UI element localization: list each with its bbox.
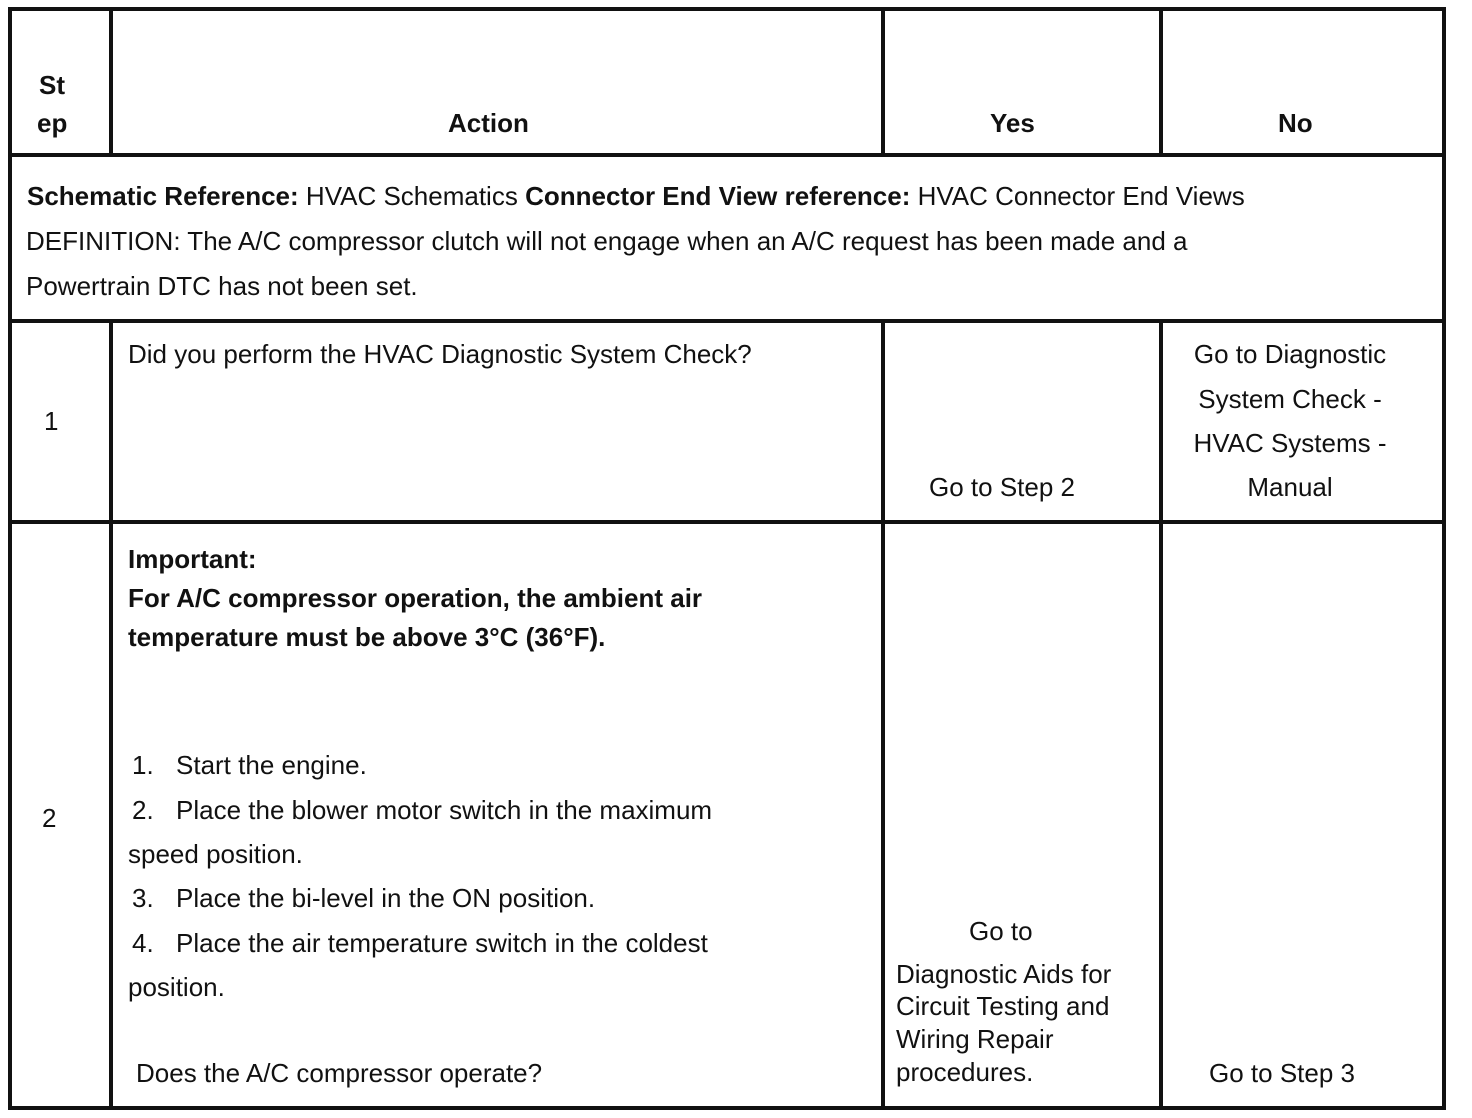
table-border-right xyxy=(1442,7,1446,1110)
row2-question: Does the A/C compressor operate? xyxy=(136,1058,543,1088)
row1-yes-link[interactable]: Go to Step 2 xyxy=(929,472,1075,502)
row1-no-line-3: HVAC Systems - xyxy=(1193,428,1387,458)
col-divider-yes-body xyxy=(1159,319,1163,1110)
procedure-step-4-number: 4. xyxy=(132,928,154,958)
col-divider-action-body xyxy=(881,319,885,1110)
schematic-reference-line xyxy=(27,183,1245,209)
header-yes: Yes xyxy=(990,108,1035,138)
table-border-top xyxy=(8,7,1446,11)
table-border-left xyxy=(8,7,12,1110)
row2-no-link[interactable]: Go to Step 3 xyxy=(1209,1058,1355,1088)
header-no: No xyxy=(1278,108,1313,138)
col-divider-yes xyxy=(1159,7,1163,157)
procedure-step-1-text: Start the engine. xyxy=(176,750,367,780)
important-line-1: For A/C compressor operation, the ambient air xyxy=(128,583,703,613)
row2-yes-line-3: Circuit Testing and xyxy=(896,991,1110,1021)
row2-yes-link[interactable] xyxy=(896,918,1156,1088)
procedure-step-1-number: 1. xyxy=(132,750,154,780)
header-bottom-rule xyxy=(8,153,1446,157)
connector-reference-link[interactable]: HVAC Connector End Views xyxy=(917,181,1245,211)
row1-bottom-rule xyxy=(8,520,1446,524)
row1-no-line-2: System Check - xyxy=(1198,384,1382,414)
procedure-step-2-number: 2. xyxy=(132,795,154,825)
row2-step-number: 2 xyxy=(42,803,57,833)
table-border-bottom xyxy=(8,1106,1446,1110)
row2-yes-line-4: Wiring Repair xyxy=(896,1024,1054,1054)
header-step-line1: St xyxy=(39,70,65,100)
row2-yes-line-5: procedures. xyxy=(896,1057,1034,1087)
col-divider-step-body xyxy=(109,319,113,1110)
procedure-step-2-text: Place the blower motor switch in the maximum xyxy=(176,795,713,825)
schematic-reference-link[interactable]: HVAC Schematics xyxy=(305,181,518,211)
definition-line-1: DEFINITION: The A/C compressor clutch will not engage when an A/C request has been made and a xyxy=(26,226,1188,256)
important-label: Important: xyxy=(128,544,257,574)
row1-step-number: 1 xyxy=(44,406,59,436)
procedure-step-2-continuation: speed position. xyxy=(128,839,303,869)
important-line-2: temperature must be above 3°C (36°F). xyxy=(128,622,606,652)
row1-no-line-4: Manual xyxy=(1247,472,1333,502)
procedure-step-3-text: Place the bi-level in the ON position. xyxy=(176,883,596,913)
col-divider-step xyxy=(109,7,113,157)
row2-yes-line-1: Go to xyxy=(969,916,1033,946)
connector-reference-label: Connector End View reference: xyxy=(525,181,911,211)
schematic-reference-label: Schematic Reference: xyxy=(27,181,299,211)
col-divider-action xyxy=(881,7,885,157)
procedure-step-4-continuation: position. xyxy=(128,972,225,1002)
row2-yes-line-2: Diagnostic Aids for xyxy=(896,959,1112,989)
row1-no-line-1: Go to Diagnostic xyxy=(1193,339,1387,369)
header-action: Action xyxy=(448,108,529,138)
procedure-step-3-number: 3. xyxy=(132,883,154,913)
definition-line-2: Powertrain DTC has not been set. xyxy=(26,271,418,301)
header-step-line2: ep xyxy=(37,108,68,138)
row1-action-text: Did you perform the HVAC Diagnostic System Check? xyxy=(128,339,752,369)
info-bottom-rule xyxy=(8,319,1446,323)
procedure-step-4-text: Place the air temperature switch in the coldest xyxy=(176,928,708,958)
